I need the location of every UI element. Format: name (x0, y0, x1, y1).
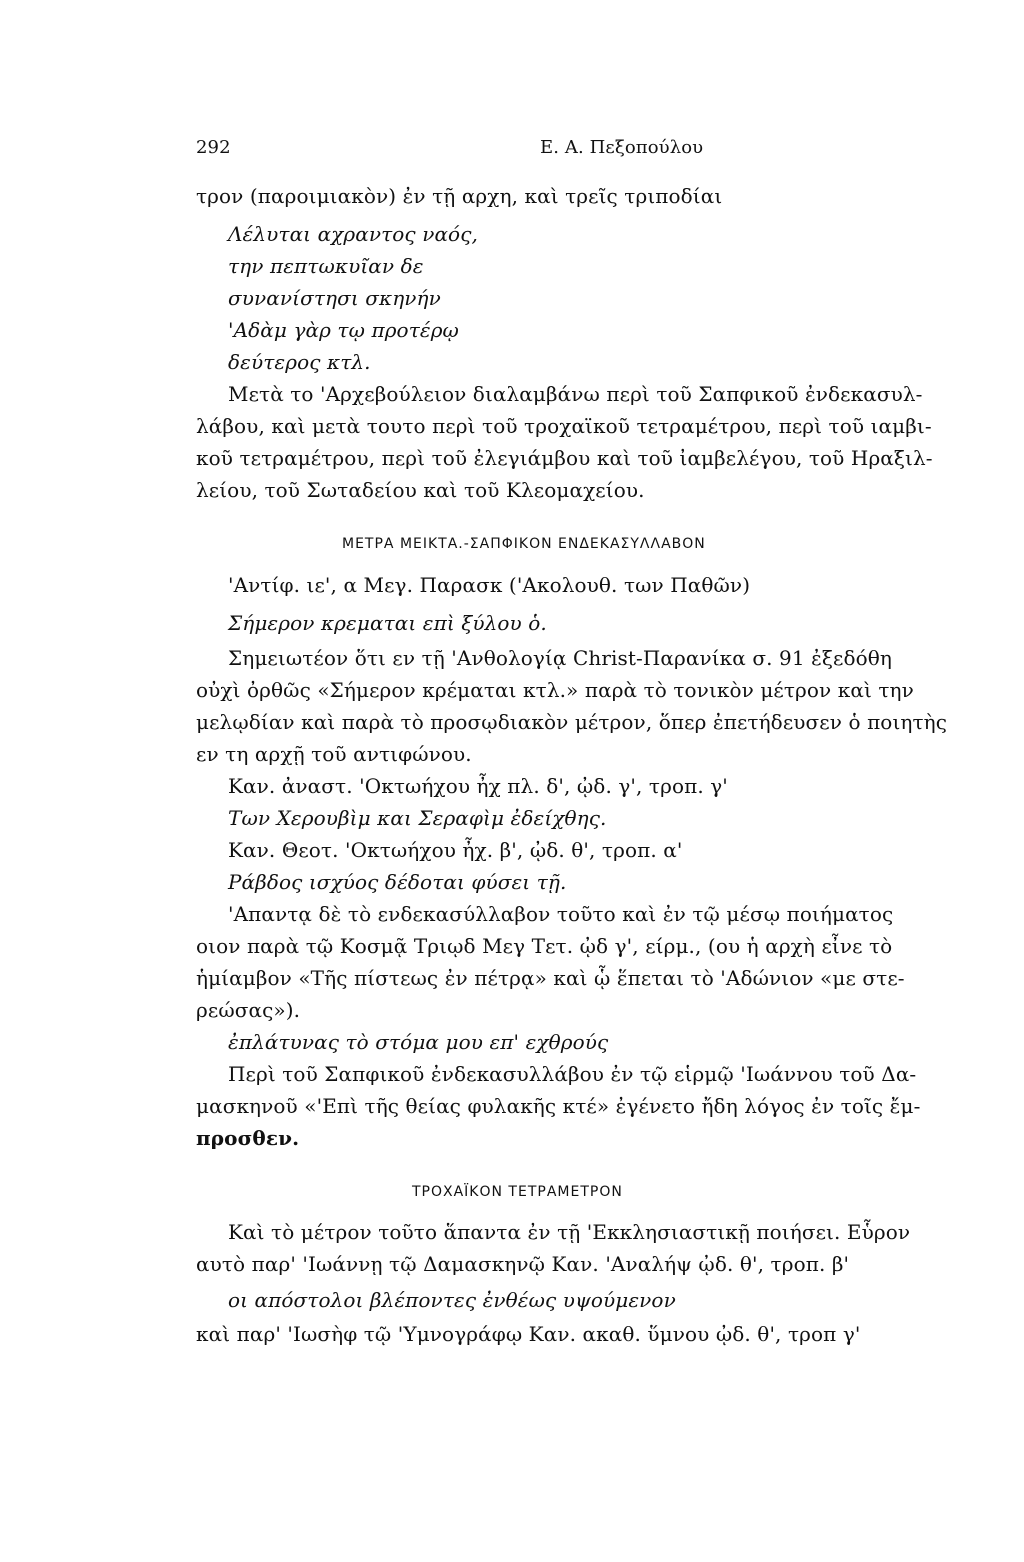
paragraph-line: αυτὸ παρ' 'Ιωάννῃ τῷ Δαμασκηνῷ Καν. 'Αναλήψ ᾠδ. θ', τροπ. β' (196, 1252, 850, 1276)
paragraph-line: μασκηνοῦ «'Επὶ τῆς θείας φυλακῆς κτέ» ἐγένετο ἤδη λόγος ἐν τοῖς ἔμ- (196, 1094, 921, 1118)
paragraph-line: λείου, τοῦ Σωταδείου καὶ τοῦ Κλεομαχείου. (196, 478, 645, 502)
paragraph-line: 'Απαντᾳ δὲ τὸ ενδεκασύλλαβον τοῦτο καὶ ἐν τῷ μέσῳ ποιήματος (228, 902, 894, 926)
verse-line: Ράβδος ισχύος δέδοται φύσει τῇ. (228, 870, 567, 894)
paragraph-line: οιον παρὰ τῷ Κοσμᾷ Τριῳδ Μεγ Τετ. ᾠδ γ', είρμ., (ου ἡ αρχὴ εἶνε τὸ (196, 934, 893, 958)
verse-line: ἐπλάτυνας τὸ στόμα μου επ' εχθρούς (228, 1030, 609, 1054)
paragraph-line: μελῳδίαν καὶ παρὰ τὸ προσῳδιακὸν μέτρον, ὅπερ ἐπετήδευσεν ὁ ποιητὴς (196, 710, 948, 734)
paragraph-line: ρεώσας»). (196, 998, 301, 1022)
verse-line: οι απόστολοι βλέποντες ἐνθέως υψούμενον (228, 1288, 676, 1312)
paragraph-line: Καν. ἀναστ. 'Οκτωήχου ἦχ πλ. δ', ᾠδ. γ', τροπ. γ' (228, 774, 728, 798)
paragraph-line: Καν. Θεοτ. 'Οκτωήχου ἦχ. β', ᾠδ. θ', τροπ. α' (228, 838, 683, 862)
paragraph-line: τρον (παροιμιακὸν) ἐν τῇ αρχη, καὶ τρεῖς τριποδίαι (196, 184, 723, 208)
running-header-author: Ε. Α. Πεξοπούλου (540, 137, 704, 158)
verse-line: συνανίστησι σκηνήν (228, 286, 441, 310)
paragraph-line: λάβου, καὶ μετὰ τουτο περὶ τοῦ τροχαϊκοῦ τετραμέτρου, περὶ τοῦ ιαμβι- (196, 414, 932, 438)
verse-line: Λέλυται αχραντος ναός, (228, 222, 478, 246)
verse-line: δεύτερος κτλ. (228, 350, 371, 374)
verse-line: την πεπτωκυῖαν δε (228, 254, 424, 278)
page-number: 292 (196, 137, 231, 158)
paragraph-line: Καὶ τὸ μέτρον τοῦτο ἅπαντα ἐν τῇ 'Εκκλησιαστικῇ ποιήσει. Εὗρον (228, 1220, 911, 1244)
paragraph-line: 'Αντίφ. ιε', α Μεγ. Παρασκ ('Ακολουθ. των Παθῶν) (228, 573, 751, 597)
verse-line: Σήμερον κρεμαται επὶ ξύλου ὁ. (228, 611, 547, 635)
paragraph-line: προσθεν. (196, 1126, 300, 1150)
section-heading: ΜΕΤΡΑ ΜΕΙΚΤΑ.-ΣΑΠΦΙΚΟΝ ΕΝΔΕΚΑΣΥΛΛΑΒΟΝ (342, 536, 706, 552)
paragraph-line: Σημειωτέον ὅτι εν τῇ 'Ανθολογίᾳ Christ-Παρανίκα σ. 91 ἐξεδόθη (228, 646, 893, 670)
paragraph-line: εν τη αρχῇ τοῦ αντιφώνου. (196, 742, 472, 766)
paragraph-line: ἡμίαμβον «Τῆς πίστεως ἐν πέτρᾳ» καὶ ᾧ ἕπεται τὸ 'Αδώνιον «με στε- (196, 966, 905, 990)
paragraph-line: Περὶ τοῦ Σαπφικοῦ ἐνδεκασυλλάβου ἐν τῷ εἱρμῷ 'Ιωάννου τοῦ Δα- (228, 1062, 917, 1086)
verse-line: 'Αδὰμ γὰρ τῳ προτέρῳ (228, 318, 459, 342)
paragraph-line: οὐχὶ ὀρθῶς «Σήμερον κρέμαται κτλ.» παρὰ τὸ τονικὸν μέτρον καὶ την (196, 678, 914, 702)
paragraph-line: καὶ παρ' 'Ιωσὴφ τῷ 'Υμνογράφῳ Καν. ακαθ. ὕμνου ᾠδ. θ', τροπ γ' (196, 1322, 861, 1346)
section-heading: ΤΡΟΧΑΪΚΟΝ ΤΕΤΡΑΜΕΤΡΟΝ (412, 1184, 623, 1200)
paragraph-line: κοῦ τετραμέτρου, περὶ τοῦ ἐλεγιάμβου καὶ τοῦ ἰαμβελέγου, τοῦ Ηραξιλ- (196, 446, 933, 470)
verse-line: Των Χερουβὶμ και Σεραφὶμ ἐδείχθης. (228, 806, 607, 830)
paragraph-line: Μετὰ το 'Αρχεβούλειον διαλαμβάνω περὶ τοῦ Σαπφικοῦ ἐνδεκασυλ- (228, 382, 923, 406)
